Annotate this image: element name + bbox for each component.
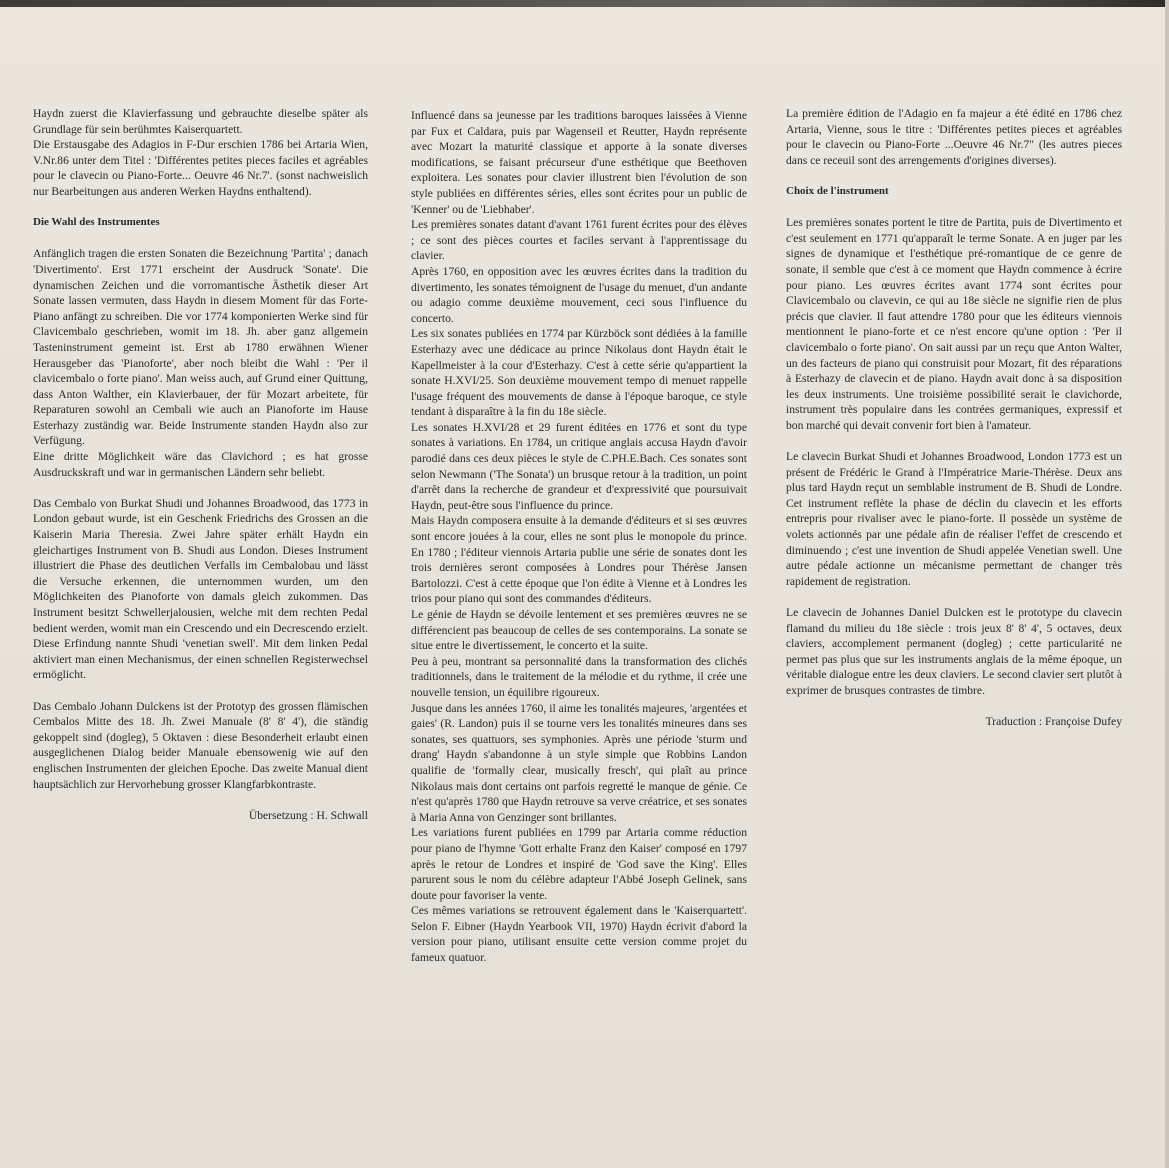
french-middle-para-11: Ces mêmes variations se retrouvent également dans le 'Kaiserquartett'. Selon F. Eibner (Haydn Yearbook VII, 1970) Haydn écrivit d'abord la version pour piano, utilisant ensuite cette version comme projet du fameux quatuor. [411, 904, 747, 965]
french-middle-para-10: Les variations furent publiées en 1799 par Artaria comme réduction pour piano de l'hymne 'Gott erhalte Franz den Kaiser' composé en 1797 après le retour de Londres et inspiré de 'God save the King'. Elles parurent sous le nom du célèbre adapteur l'Abbé Joseph Gelinek, sans doute pour favoriser la vente. [411, 826, 747, 902]
french-middle-column [411, 108, 747, 966]
german-intro-1: Haydn zuerst die Klavierfassung und gebrauchte dieselbe später als Grundlage für sein berühmtes Kaiserquartett. [33, 107, 368, 136]
french-middle-para-7: Le génie de Haydn se dévoile lentement et ses premières œuvres ne se différencient pas beaucoup de celles de ses contemporains. La sonate se situe entre le divertissement, le concerto et la suite. [411, 608, 747, 653]
german-section1-para1: Anfänglich tragen die ersten Sonaten die Bezeichnung 'Partita' ; danach 'Divertimento'. Erst 1771 erscheint der Ausdruck 'Sonate'. Die dynamischen Zeichen und die vorromantische Ästhetik dieser Art Sonate lassen vermuten, dass Haydn in diesem Moment für das Forte-Piano anfängt zu schreiben. Die vor 1774 komponierten Werke sind für Clavicembalo geschrieben, womit im 18. Jh. aber ganz allgemein Tasteninstrument gemeint ist. Erst ab 1780 erwähnen Wiener Herausgeber das 'Pianoforte', aber noch bleibt die Wahl : 'Per il clavicembalo o forte piano'. Man weiss auch, auf Grund einer Quittung, dass Anton Walther, ein Klavierbauer, der für Mozart arbeitete, für Reparaturen sowohl an Cembali wie auch an Pianoforte im Hause Esterhazy zuständig war. Beide Instrumente standen Haydn also zur Verfügung. [33, 247, 368, 448]
french-right-section3: Le clavecin de Johannes Daniel Dulcken est le prototype du clavecin flamand du milieu du 18e siècle : trois jeux 8' 8' 4', 5 octaves, deux claviers, accomplement permanent (dogleg) ; cette particularité ne permet pas plus que sur les instruments anglais de la même époque, un véritable dialogue entre les deux claviers. Le second clavier sert plutôt à exprimer de brusques contrastes de timbre. [786, 606, 1122, 697]
german-section1-para2: Eine dritte Möglichkeit wäre das Clavichord ; es hat grosse Ausdruckskraft und war in germanischen Ländern sehr beliebt. [33, 450, 368, 479]
german-translator-credit: Übersetzung : H. Schwall [248, 808, 368, 822]
french-middle-para-4: Les six sonates publiées en 1774 par Kürzböck sont dédiées à la famille Esterhazy avec une dédicace au prince Nikolaus dont Haydn était le Kapellmeister à la cour d'Esterhazy. C'est à cette série qu'appartient la sonate H.XVI/25. Son deuxième mouvement tempo di menuet rappelle l'usage fréquent des mouvements de danse à l'époque baroque, ce style tendant à disparaître à la fin du 18e siècle. [411, 327, 747, 419]
french-middle-para-6: Mais Haydn composera ensuite à la demande d'éditeurs et si ses œuvres sont encore jouées à la cour, elles ne sont plus le monopole du prince. En 1780 ; l'éditeur viennois Artaria publie une série de sonates dont les trois dernières seront composées à Londres pour Thérèse Jansen Bartolozzi. C'est à cette époque que l'on édite à Vienne et à Londres les trios pour piano qui sont des commandes d'éditeurs. [411, 514, 747, 606]
french-right-column [786, 106, 1122, 730]
french-middle-para-8: Peu à peu, montrant sa personnalité dans la transformation des clichés traditionnels, dans le traitement de la mélodie et du rythme, il crée une nouvelle tension, un équilibre rigoureux. [411, 654, 747, 699]
german-heading: Die Wahl des Instrumentes [33, 216, 160, 229]
french-right-section1: Les premières sonates portent le titre de Partita, puis de Divertimento et c'est seulement en 1771 qu'apparaît le terme Sonate. A en juger par les signes de dynamique et l'esthétique pré-romantique de ce genre de sonate, il semble que c'est à ce moment que Haydn commence à écrire pour piano. Les œuvres écrites avant 1774 sont écrites pour Clavicembalo ou clavevin, ce qui au 18e siècle ne signifie rien de plus précis que clavier. Il faut attendre 1780 pour que les éditeurs viennois mentionnent le piano-forte et ce n'est encore qu'une option : 'Per il clavicembalo o forte piano'. On sait aussi par un reçu que Anton Walter, un des facteurs de piano qui construisit pour Mozart, fit des réparations à Esterhazy de clavecin et de piano. Haydn avait donc à sa disposition les deux instruments. Une troisième possibilité serait le clavichorde, instrument très populaire dans les contrées germaniques, expressif et bon marché qui devait convenir fort bien à l'amateur. [786, 216, 1122, 432]
french-right-section2: Le clavecin Burkat Shudi et Johannes Broadwood, London 1773 est un présent de Frédéric le Grand à l'Impératrice Marie-Thérèse. Deux ans plus tard Haydn reçut un semblable instrument de B. Shudi de Londre. Cet instrument reflète la phase de déclin du clavecin et les efforts entrepris pour rivaliser avec le piano-forte. Il possède un système de volets actionnés par une pédale afin de réaliser l'effet de crescendo et diminuendo ; c'est une invention de Shudi appelée Venetian swell. Une autre pédale actionne un mécanisme permettant de changer très rapidement de registration. [786, 450, 1122, 588]
german-intro-2: Die Erstausgabe des Adagios in F-Dur erschien 1786 bei Artaria Wien, V.Nr.86 unter dem Titel : 'Différentes petites pieces faciles et agréables pour le clavecin ou Piano-Forte... Oeuvre 46 Nr.7'. (sonst nachweislich nur Bearbeitungen aus anderen Werken Haydns enthaltend). [33, 138, 368, 198]
top-edge-shadow [0, 0, 1169, 7]
german-section3: Das Cembalo Johann Dulckens ist der Prototyp des grossen flämischen Cembalos Mitte des 18. Jh. Zwei Manuale (8' 8' 4'), die ständig gekoppelt sind (dogleg), 5 Oktaven : diese Besonderheit erlaubt einen ausgeglichenen Dialog beider Manuale ebensowenig wie auf den englischen Instrumenten der gleichen Epoche. Das zweite Manual dient hauptsächlich zur Hervorhebung grosser Klangfarbkontraste. [33, 699, 368, 791]
german-section2: Das Cembalo von Burkat Shudi und Johannes Broadwood, das 1773 in London gebaut wurde, ist ein Geschenk Friedrichs des Grossen an die Kaiserin Maria Theresia. Zwei Jahre später erhält Haydn ein gleichartiges Instrument von B. Shudi aus London. Dieses Instrument illustriert die Phase des deutlichen Verfalls im Cembalobau und lässt die Versuche erkennen, die unternommen wurden, um den Möglichkeiten des Pianoforte von damals gleich zukommen. Das Instrument besitzt Schwellerjalousien, welche mit dem rechten Pedal bedient werden, womit man ein Crescendo und ein Decrescendo erzielt. Diese Erfindung nannte Shudi 'venetian swell'. Mit dem linken Pedal aktiviert man einen Mechanismus, der einen schnellen Registerwechsel ermöglicht. [33, 496, 368, 682]
french-middle-para-1: Influencé dans sa jeunesse par les traditions baroques laissées à Vienne par Fux et Caldara, puis par Wagenseil et Reutter, Haydn représente avec Mozart la maturité classique et apporte à la sonate diverses modifications, se faisant précurseur d'une esthétique que Beethoven exploitera. Les sonates pour clavier illustrent bien l'évolution de son style publiées en différentes séries, elles sont écrites pour un public de 'Kenner' ou de 'Liebhaber'. [411, 109, 747, 216]
french-translator-credit: Traduction : Françoise Dufey [985, 715, 1122, 729]
french-right-intro: La première édition de l'Adagio en fa majeur a été édité en 1786 chez Artaria, Vienne, sous le titre : 'Différentes petites pieces et agréables pour le clavecin ou Piano-Forte ...Oeuvre 46 Nr.7" (les autres pieces dans ce receuil sont des arrengements d'origines diverses). [786, 107, 1122, 167]
right-edge [1165, 0, 1169, 1168]
french-middle-para-3: Après 1760, en opposition avec les œuvres écrites dans la tradition du divertimento, les sonates témoignent de l'usage du menuet, d'un andante ou adagio comme deuxième mouvement, ceci sous l'influence du concerto. [411, 264, 747, 325]
french-middle-para-5: Les sonates H.XVI/28 et 29 furent éditées en 1776 et sont du type sonates à variations. En 1784, un critique anglais accusa Haydn d'avoir parodié dans ces deux pièces le style de C.PH.E.Bach. Ces sonates sont selon Newmann ('The Sonata') un brusque retour à la tradition, un point d'arrêt dans la recherche de grandeur et d'expressivité que poursuivait Haydn, peut-être sous l'influence du prince. [411, 420, 747, 512]
french-middle-para-2: Les premières sonates datant d'avant 1761 furent écrites pour des élèves ; ce sont des pièces courtes et faciles servant à l'apprentissage du clavier. [411, 218, 747, 263]
french-right-heading: Choix de l'instrument [786, 184, 889, 197]
french-middle-para-9: Jusque dans les années 1760, il aime les tonalités majeures, 'argentées et gaies' (R. Landon) puis il se tourne vers les tonalités mineures dans ses sonates, ses quattuors, ses symphonies. Après une période 'sturm und drang' Haydn s'abandonne à un style simple que Robbins Landon qualifie de 'formally clear, musically fresch', qui plaît au prince Nikolaus mais dont certains ont parfois regretté le manque de génie. Ce n'est qu'après 1780 que Haydn retrouve sa verve créatrice, et ses sonates à Maria Anna von Genzinger sont brillantes. [411, 701, 747, 824]
german-column [33, 106, 368, 823]
